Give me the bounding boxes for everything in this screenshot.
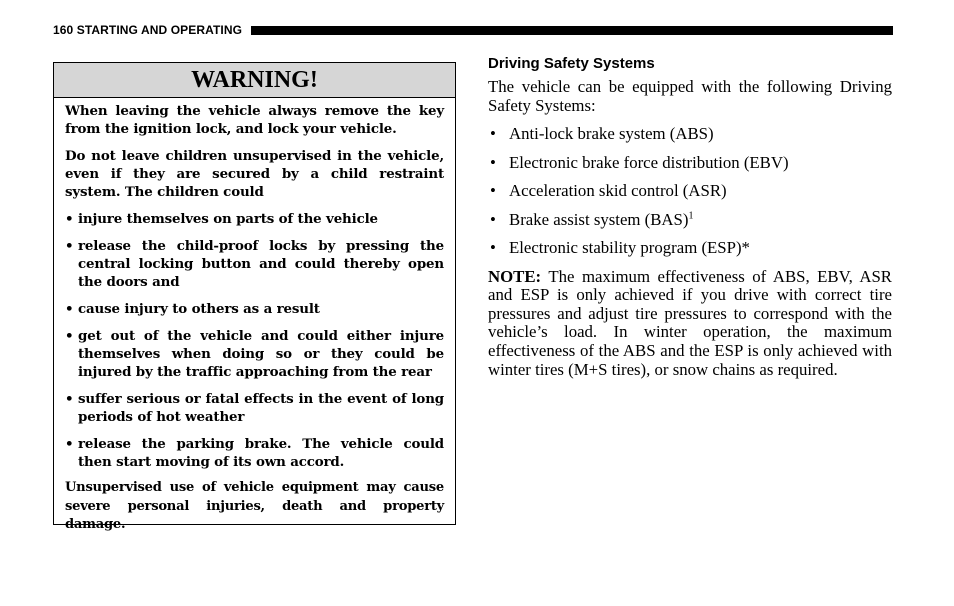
warning-paragraph: Do not leave children unsupervised in the vehicle, even if they are secured by a child restraint system. The children could (65, 147, 444, 201)
safety-systems-list (488, 125, 892, 268)
bullet-icon: • (490, 152, 496, 172)
list-item (488, 211, 892, 240)
list-item-text: Electronic brake force distribution (EBV) (509, 152, 789, 172)
note-text: The maximum effectiveness of ABS, EBV, ASR and ESP is only achieved if you drive with correct tire pressures and adjust tire pressures to correspond with the vehicle’s load. In winter operation, the maximum effectiveness of the ABS and the ESP is only achieved with winter tires (M+S tires), or snow chains as required. (488, 266, 892, 379)
list-item-text: Acceleration skid control (ASR) (509, 181, 727, 201)
warning-bullet-text: cause injury to others as a result (78, 300, 320, 317)
warning-bullet-item (65, 390, 444, 426)
bullet-icon: • (65, 327, 74, 344)
warning-bullet-item (65, 435, 444, 471)
section-intro: The vehicle can be equipped with the following Driving Safety Systems: (488, 77, 892, 115)
list-item (488, 239, 892, 268)
page-number-label: 160 STARTING AND OPERATING (53, 23, 243, 37)
warning-bullet-text: get out of the vehicle and could either injure themselves when doing so or they could be injured by the traffic approaching from the rear (78, 327, 444, 380)
section-title: Driving Safety Systems (488, 55, 655, 72)
list-item-text: Brake assist system (BAS) (509, 209, 689, 229)
bullet-icon: • (65, 300, 74, 317)
warning-bullet-item (65, 327, 444, 382)
bullet-icon: • (65, 390, 74, 407)
driving-safety-section (488, 54, 892, 379)
warning-box (53, 62, 456, 532)
bullet-icon: • (490, 209, 496, 229)
page-header (53, 21, 893, 39)
warning-bullet-item (65, 210, 444, 228)
warning-bullet-list (65, 210, 444, 471)
list-item (488, 125, 892, 154)
bullet-icon: • (65, 237, 74, 254)
bullet-icon: • (65, 211, 74, 228)
bullet-icon: • (490, 181, 496, 201)
bullet-icon: • (490, 238, 496, 258)
warning-body (54, 98, 455, 534)
warning-paragraph: When leaving the vehicle always remove the key from the ignition lock, and lock your vehicle. (65, 103, 444, 138)
header-rule (251, 26, 893, 35)
list-item-text: Anti-lock brake system (ABS) (509, 124, 714, 144)
warning-title: WARNING! (54, 63, 455, 98)
note-paragraph (488, 268, 892, 380)
footnote-marker: 1 (688, 210, 694, 222)
bullet-icon: • (65, 435, 74, 452)
warning-bullet-item (65, 300, 444, 318)
list-item (488, 154, 892, 183)
note-label: NOTE: (488, 266, 542, 286)
warning-bullet-text: suffer serious or fatal effects in the event of long periods of hot weather (78, 390, 444, 425)
warning-bullet-text: release the parking brake. The vehicle could then start moving of its own accord. (78, 435, 444, 470)
bullet-icon: • (490, 124, 496, 144)
warning-bullet-text: injure themselves on parts of the vehicle (78, 211, 378, 228)
list-item-text: Electronic stability program (ESP)* (509, 238, 750, 258)
list-item (488, 182, 892, 211)
warning-bullet-item (65, 237, 444, 292)
warning-closing: Unsupervised use of vehicle equipment may cause severe personal injuries, death and property damage. (65, 480, 444, 532)
warning-bullet-text: release the child-proof locks by pressing the central locking button and could thereby open the doors and (78, 237, 444, 291)
